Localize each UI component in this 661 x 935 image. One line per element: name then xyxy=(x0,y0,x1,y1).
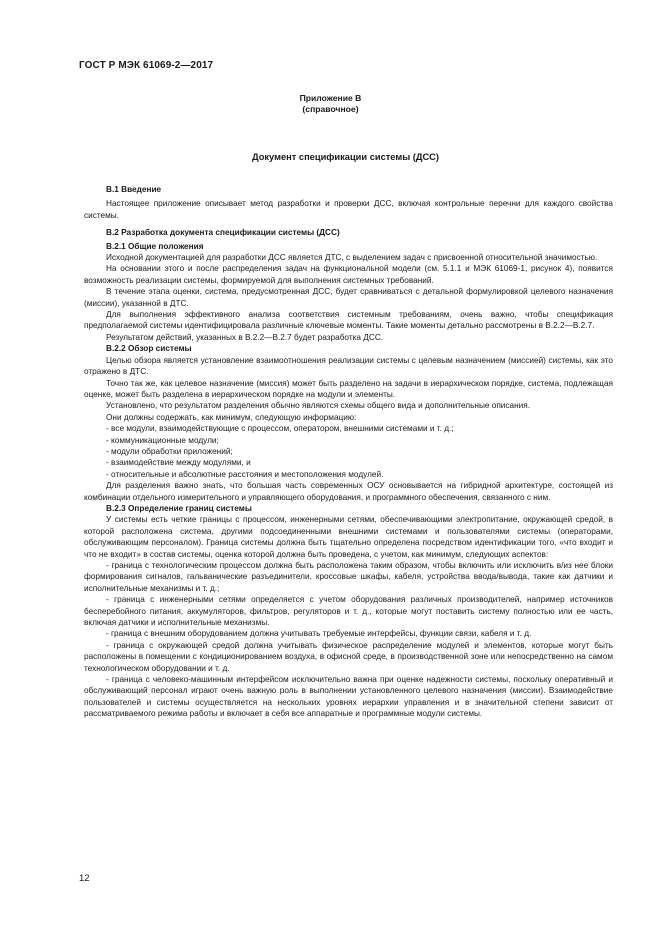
paragraph: У системы есть четкие границы с процессом, инженерными сетями, обеспечивающими электропитание, окружающей средой, в которой расположена система, другими подсоединенными внешними системами и пользователями системы (операторами, обслуживающим персоналом). Граница системы должна быть тщательно определена посредством идентификации того, «что входит и что не входит» в состав системы, оценка которой должна быть проведена, с учетом, как минимум, следующих аспектов: xyxy=(84,515,613,559)
paragraph: - граница с технологическим процессом должна быть расположена таким образом, чтобы включить или исключить в/из нее блоки формирования сигналов, гальванические разъединители, кроссовые шкафы, кабеля, устройства ввода/вывода, такие как датчики и исполнительные механизмы и т. д.; xyxy=(84,561,613,593)
document-header: ГОСТ Р МЭК 61069-2—2017 xyxy=(79,60,214,71)
page-body xyxy=(84,184,613,720)
paragraph: - граница с инженерными сетями определяется с учетом оборудования различных производителей, например источников бесперебойного питания, аккумуляторов, фильтров, регуляторов и т. д., которые могут поставить систему полностью или ее часть, включая датчики и исполнительные механизмы. xyxy=(84,595,613,628)
paragraph: Результатом действий, указанных в В.2.2—В.2.7 будет разработка ДСС. xyxy=(106,332,384,342)
paragraph: Установлено, что результатом разделения обычно являются схемы общего вида и дополнительные описания. xyxy=(106,401,531,411)
section-heading-b23: В.2.3 Определение границ системы xyxy=(106,503,252,513)
section-heading-b22: В.2.2 Обзор системы xyxy=(106,344,192,354)
section-heading-b21: В.2.1 Общие положения xyxy=(106,241,204,251)
paragraph: Целью обзора является установление взаимоотношения реализации системы с целевым назначением (миссией) системы, как это отражено в ДТС. xyxy=(84,355,613,377)
list-item: - модули обработки приложений; xyxy=(106,446,233,456)
paragraph: - граница с внешним оборудованием должна учитывать требуемые интерфейсы, функции связи, кабеля и т. д. xyxy=(106,629,532,639)
paragraph: - граница с человеко-машинным интерфейсом исключительно важна при оценке надежности системы, поскольку оперативный и обслуживающий персонал играют очень важную роль в выполнении установленного целевого назначения (миссии). Взаимодействие пользователей и системы осуществляется на нескольких уровнях иерархии управления и в значительной степени зависит от рассматриваемого режима работы и включает в себя все аппаратные и программные модули системы. xyxy=(84,675,613,719)
paragraph: На основании этого и после распределения задач на функциональной модели (см. 5.1.1 и МЭК 61069-1, рисунок 4), появится возможность реализации системы, формируемой для выполнения системных требований. xyxy=(84,264,613,285)
appendix-subtitle: (справочное) xyxy=(302,104,359,114)
list-item: - коммуникационные модули; xyxy=(106,435,219,445)
paragraph: Для выполнения эффективного анализа соответствия системным требованиям, очень важно, чтобы спецификация предполагаемой системы идентифицировала различные ключевые моменты. Такие моменты детально рассмотрены в В.2.2—В.2.7. xyxy=(84,310,613,331)
paragraph: Они должны содержать, как минимум, следующую информацию: xyxy=(106,412,357,422)
appendix-title: Приложение В xyxy=(299,93,362,103)
paragraph: Точно так же, как целевое назначение (миссия) может быть разделено на задачи в иерархическом порядке, система, подлежащая оценке, может быть разделена в иерархическом порядке на модули и элементы. xyxy=(84,378,613,399)
paragraph: В течение этапа оценки, система, предусмотренная ДСС, будет сравниваться с детальной формулировкой целевого назначения (миссии), указанной в ДТС. xyxy=(84,287,613,308)
paragraph: Настоящее приложение описывает метод разработки и проверки ДСС, включая контрольные перечни для каждого свойства системы. xyxy=(84,199,613,220)
section-heading-b2: В.2 Разработка документа спецификации системы (ДСС) xyxy=(106,228,340,238)
list-item: - относительные и абсолютные расстояния и местоположения модулей. xyxy=(106,469,384,479)
page-number: 12 xyxy=(79,873,90,884)
paragraph: Для разделения важно знать, что большая часть современных ОСУ основывается на гибридной архитектуре, состоящей из комбинации отдельного измерительного и управляющего оборудования, и программного обеспечения, связанного с ним. xyxy=(84,481,613,502)
paragraph: - граница с окружающей средой должна учитывать физическое распределение модулей и элементов, которые могут быть расположены в помещении с кондиционированием воздуха, в офисной среде, в производственной зоне или непосредственно на самом технологическом оборудовании и т. д. xyxy=(84,640,613,673)
list-item: - взаимодействие между модулями, и xyxy=(106,458,251,468)
list-item: - все модули, взаимодействующие с процессом, оператором, внешними системами и т. д.; xyxy=(106,424,454,434)
document-title: Документ спецификации системы (ДСС) xyxy=(251,152,439,162)
section-heading-b1: В.1 Введение xyxy=(106,185,162,194)
paragraph: Исходной документацией для разработки ДСС является ДТС, с выделением задач с присвоенной относительной значимостью. xyxy=(106,253,598,263)
